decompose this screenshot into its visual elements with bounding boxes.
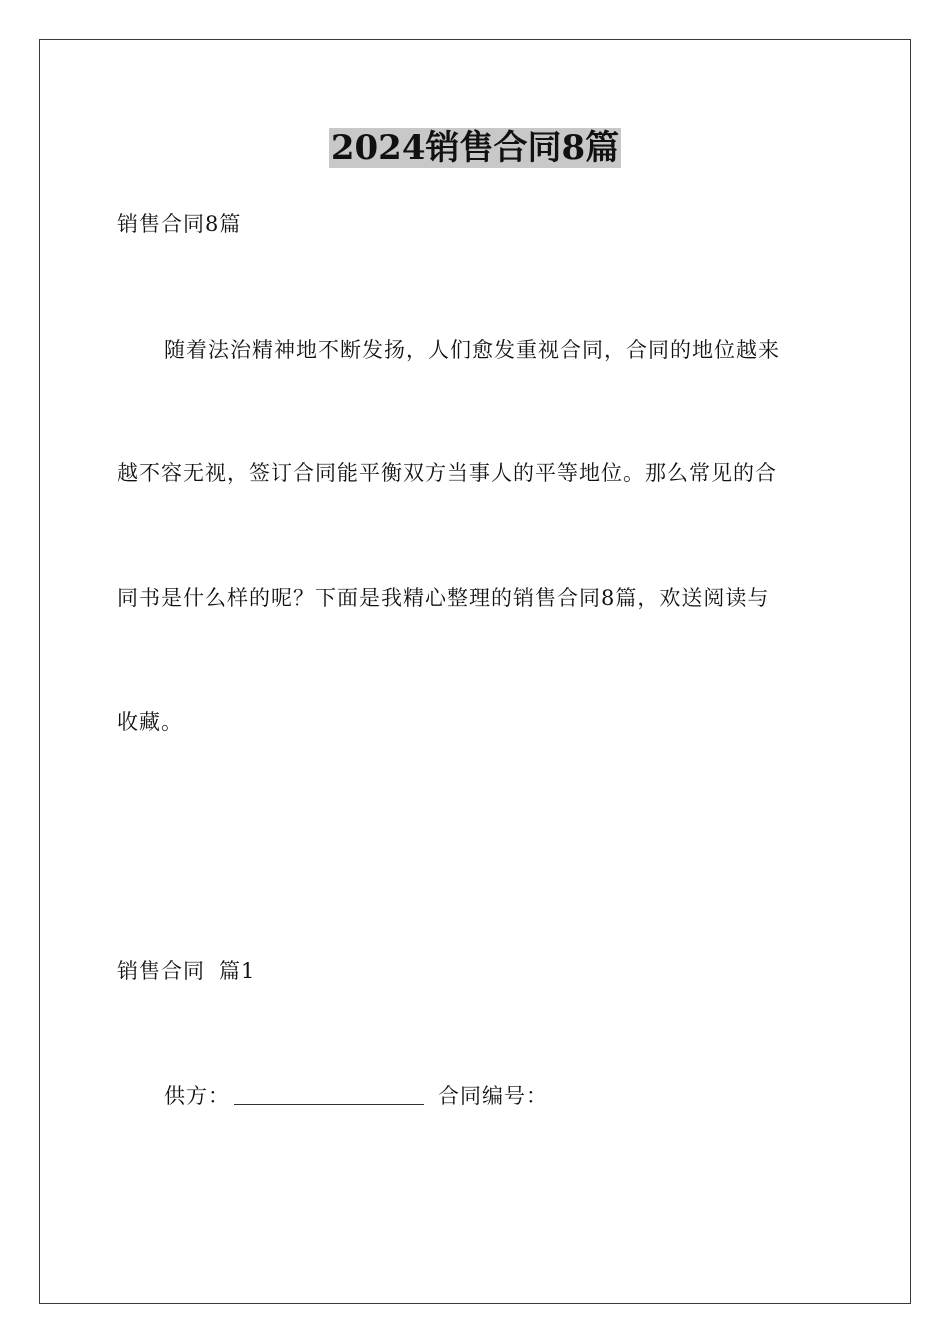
section-heading [117,957,255,985]
document-title [0,127,950,169]
document-subtitle: 销售合同8篇 [117,212,242,236]
supplier-blank-field[interactable] [234,1084,424,1105]
intro-paragraph-line-1: 随着法治精神地不断发扬，人们愈发重视合同，合同的地位越来 [164,338,780,362]
supplier-label: 供方： [164,1084,230,1108]
intro-paragraph-line-3: 同书是什么样的呢？下面是我精心整理的销售合同8篇，欢送阅读与 [117,586,770,610]
section-heading-prefix: 销售合同 [117,959,205,983]
intro-paragraph-line-2: 越不容无视，签订合同能平衡双方当事人的平等地位。那么常见的合 [117,461,777,485]
intro-paragraph-line-4: 收藏。 [117,710,183,734]
section-heading-suffix: 篇1 [219,959,256,983]
supplier-row [164,1082,548,1110]
document-title-text: 2024销售合同8篇 [330,128,620,168]
contract-number-label: 合同编号： [438,1084,548,1108]
